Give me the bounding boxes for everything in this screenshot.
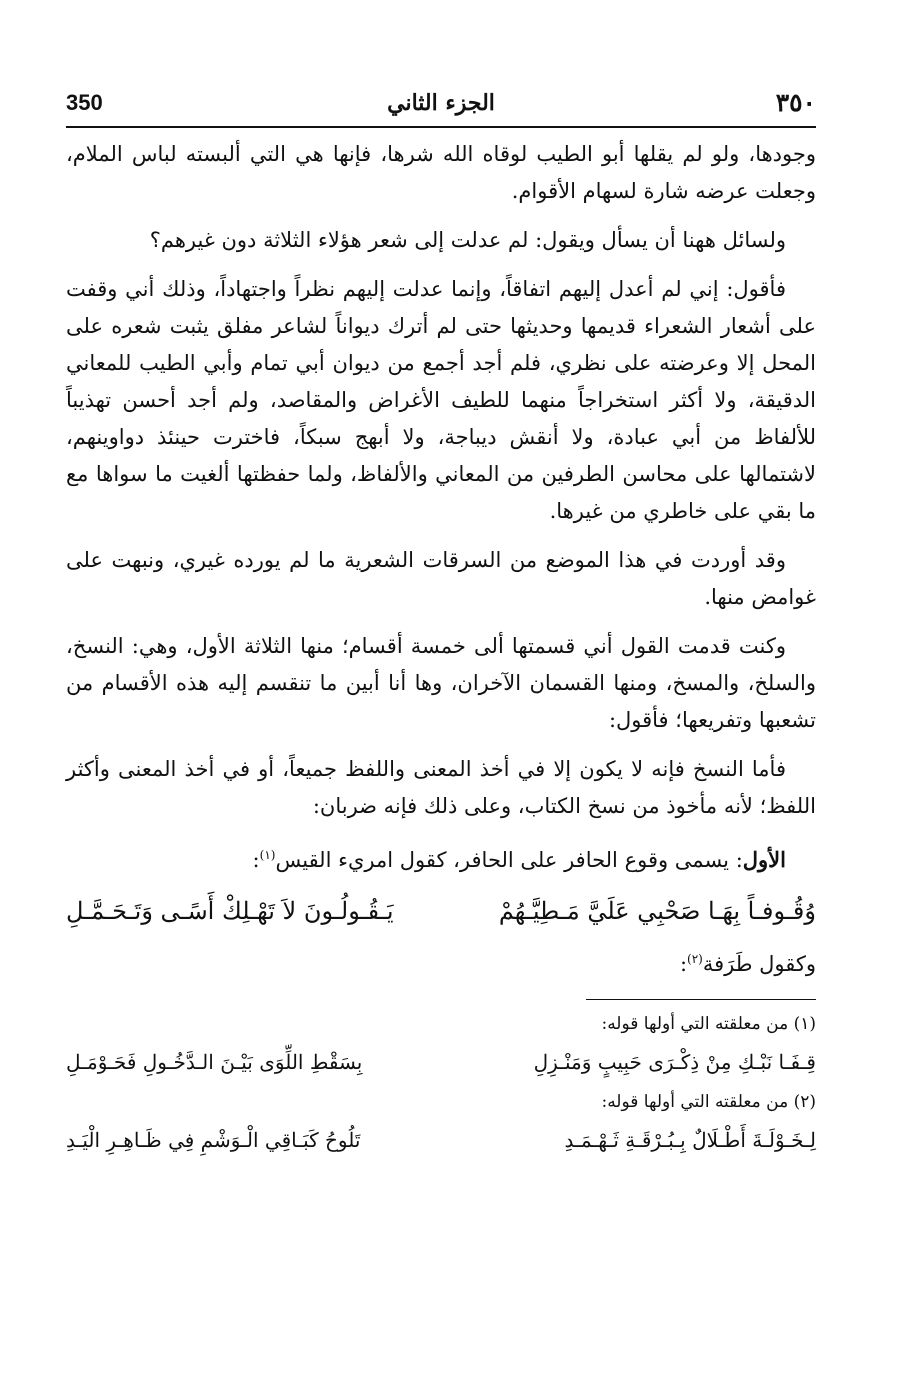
paragraph: وقد أوردت في هذا الموضع من السرقات الشعرية ما لم يورده غيري، ونبهت على غوامض منها. [66, 548, 816, 609]
paragraph: وجودها، ولو لم يقلها أبو الطيب لوقاه الله شرها، فإنها هي التي ألبسته لباس الملام، وجعلت عرضه شارة لسهام الأقوام. [66, 142, 816, 203]
first-type-text: : يسمى وقوع الحافر على الحافر، كقول امريء القيس [275, 848, 743, 872]
paragraph: فأقول: إني لم أعدل إليهم اتفاقاً، وإنما عدلت إليهم نظراً واجتهاداً، وذلك أني وقفت على أشعار الشعراء قديمها وحديثها حتى لم أترك ديواناً لشاعر مفلق يثبت شعره على المحل إلا وعرضته على نظري، فلم أجد أجمع من ديوان أبي تمام وأبي الطيب للمعاني الدقيقة، ولا أكثر استخراجاً منهما للطيف الأغراض والمقاصد، ولم أجد أحسن تهذيباً للألفاظ من أبي عبادة، ولا أنقش ديباجة، ولا أبهج سبكاً، فاخترت حينئذ دواوينهم، لاشتمالها على محاسن الطرفين من المعاني والألفاظ، ولما حفظتها ألغيت ما سواها مع ما بقي على خاطري من غيرها. [66, 277, 816, 523]
paragraph [66, 941, 816, 983]
footnote-verse-second: تَلُوحُ كَبَـاقِي الْـوَشْمِ فِي ظَـاهِـرِ الْيَـدِ [66, 1128, 361, 1152]
footnote-verse [66, 1042, 816, 1082]
tarafa-intro: وكقول طَرَفة [702, 952, 816, 976]
footnotes [66, 1010, 816, 1160]
first-type-tail: : [252, 848, 260, 872]
paragraph: فأما النسخ فإنه لا يكون إلا في أخذ المعنى واللفظ جميعاً، أو في أخذ المعنى وأكثر اللفظ؛ لأنه مأخوذ من نسخ الكتاب، وعلى ذلك فإنه ضربان: [66, 757, 816, 818]
first-type-lead: الأول [742, 847, 786, 872]
paragraph: ولسائل ههنا أن يسأل ويقول: لم عدلت إلى شعر هؤلاء الثلاثة دون غيرهم؟ [149, 228, 786, 252]
book-page [66, 86, 816, 1166]
verse-second-hemistich: يَـقُـولُـونَ لاَ تَهْـلِكْ أَسًـى وَتَـحَـمَّـلِ [66, 897, 394, 925]
verse-first-hemistich: وُقُـوفـاً بِهَـا صَحْبِي عَلَيَّ مَـطِيَّـهُمْ [498, 897, 816, 925]
paragraph: وكنت قدمت القول أني قسمتها ألى خمسة أقسام؛ منها الثلاثة الأول، وهي: النسخ، والسلخ، والمسخ، ومنها القسمان الآخران، وها أنا أبين ما تنقسم إليه هذه الأقسام من تشعبها وتفريعها؛ فأقول: [66, 634, 816, 732]
first-type-paragraph [66, 837, 816, 879]
page-number-arabic: ٣٥٠ [775, 88, 816, 117]
page-header [66, 86, 816, 128]
page-number-latin: 350 [66, 90, 103, 115]
footnote-mark[interactable]: (١) [259, 848, 276, 862]
poem-verse [66, 891, 816, 931]
tarafa-tail: : [679, 952, 688, 976]
running-title: الجزء الثاني [387, 90, 495, 116]
footnote-label: (٢) من معلقته التي أولها قوله: [601, 1092, 816, 1112]
footnote-verse-first: قِـفَـا نَبْـكِ مِنْ ذِكْـرَى حَبِيبٍ وَمَنْـزِلِ [533, 1050, 816, 1074]
footnote-verse-first: لِـخَـوْلَـةَ أَطْـلَالٌ بِـبُـرْقَـةِ ثَـهْـمَـدِ [564, 1128, 816, 1152]
footnote-verse-second: بِسَقْطِ اللِّوَى بَيْـنَ الـدَّخُـولِ فَحَـوْمَـلِ [66, 1050, 363, 1074]
footnote-label: (١) من معلقته التي أولها قوله: [601, 1014, 816, 1034]
footnote-mark[interactable]: (٢) [687, 952, 703, 966]
footnote-verse [66, 1120, 816, 1160]
footnote-separator [586, 999, 816, 1000]
main-text [66, 136, 816, 983]
